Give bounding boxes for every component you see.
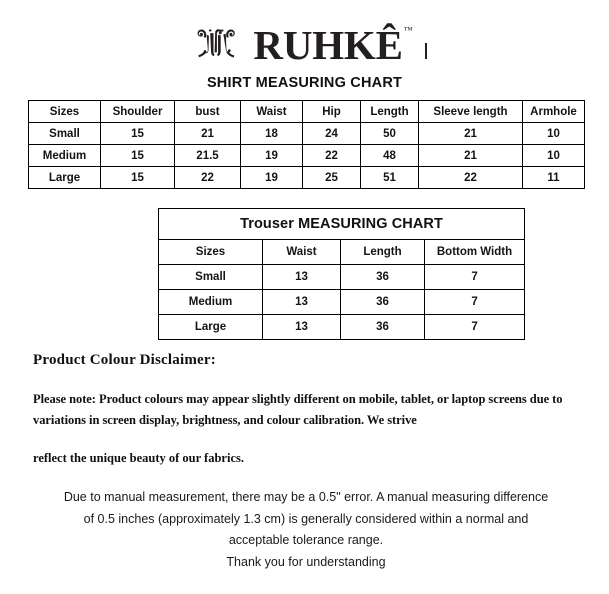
brand-wordmark: RUHKÊ [253,22,403,69]
column-header: Hip [303,101,361,123]
measure-cell: 36 [341,265,425,290]
column-header: Length [361,101,419,123]
measure-cell: 21 [419,145,523,167]
size-cell: Small [29,123,101,145]
table-row [29,123,585,145]
column-header: Sleeve length [419,101,523,123]
measure-cell: 21.5 [175,145,241,167]
measure-cell: 18 [241,123,303,145]
measure-cell: 19 [241,145,303,167]
column-header: bust [175,101,241,123]
note-line: of 0.5 inches (approximately 1.3 cm) is generally considered within a normal and [83,511,529,526]
column-header: Armhole [523,101,585,123]
measure-cell: 10 [523,145,585,167]
measure-cell: 24 [303,123,361,145]
ruhke-monogram-icon [196,21,252,65]
size-cell: Large [159,315,263,340]
measure-cell: 48 [361,145,419,167]
measure-cell: 15 [101,123,175,145]
measure-cell: 21 [175,123,241,145]
measure-cell: 21 [419,123,523,145]
table-row [159,265,525,290]
measure-cell: 10 [523,123,585,145]
column-header: Sizes [29,101,101,123]
column-header: Sizes [159,240,263,265]
trouser-title-row [159,209,525,240]
column-header: Waist [241,101,303,123]
product-colour-disclaimer [33,352,585,469]
measure-cell: 36 [341,315,425,340]
column-header: Shoulder [101,101,175,123]
measure-cell: 22 [419,167,523,189]
disclaimer-tail: reflect the unique beauty of our fabrics. [33,451,244,466]
note-line: Thank you for understanding [226,554,386,569]
trouser-measuring-table [158,208,525,340]
note-line: acceptable tolerance range. [228,533,384,547]
brand-logo [0,18,609,68]
table-header-row [29,101,585,123]
measurement-tolerance-note [36,487,576,573]
text-cursor-artifact [425,43,427,59]
measure-cell: 22 [303,145,361,167]
table-row [159,290,525,315]
size-cell: Medium [159,290,263,315]
measure-cell: 11 [523,167,585,189]
table-row [29,167,585,189]
measure-cell: 7 [425,265,525,290]
note-line: Due to manual measurement, there may be a 0.5" error. A manual measuring difference [63,490,549,504]
measure-cell: 13 [263,265,341,290]
column-header: Bottom Width [425,240,525,265]
measure-cell: 15 [101,167,175,189]
measure-cell: 15 [101,145,175,167]
measure-cell: 7 [425,290,525,315]
measure-cell: 7 [425,315,525,340]
size-cell: Medium [29,145,101,167]
shirt-chart-heading: SHIRT MEASURING CHART [206,75,403,91]
measure-cell: 25 [303,167,361,189]
measure-cell: 36 [341,290,425,315]
measure-cell: 13 [263,290,341,315]
size-cell: Large [29,167,101,189]
shirt-measuring-table [28,100,585,189]
measure-cell: 19 [241,167,303,189]
trouser-chart-title: Trouser MEASURING CHART [159,209,525,240]
trademark-symbol: ™ [403,25,413,35]
disclaimer-title: Product Colour Disclaimer: [33,352,216,368]
column-header: Waist [263,240,341,265]
table-header-row [159,240,525,265]
column-header: Length [341,240,425,265]
measure-cell: 50 [361,123,419,145]
table-row [29,145,585,167]
measure-cell: 51 [361,167,419,189]
measure-cell: 13 [263,315,341,340]
size-cell: Small [159,265,263,290]
measure-cell: 22 [175,167,241,189]
table-row [159,315,525,340]
disclaimer-body: Please note: Product colours may appear slightly different on mobile, tablet, or laptop screens due to variations in screen display, brightness, and colour calibration. We strive [33,392,563,427]
